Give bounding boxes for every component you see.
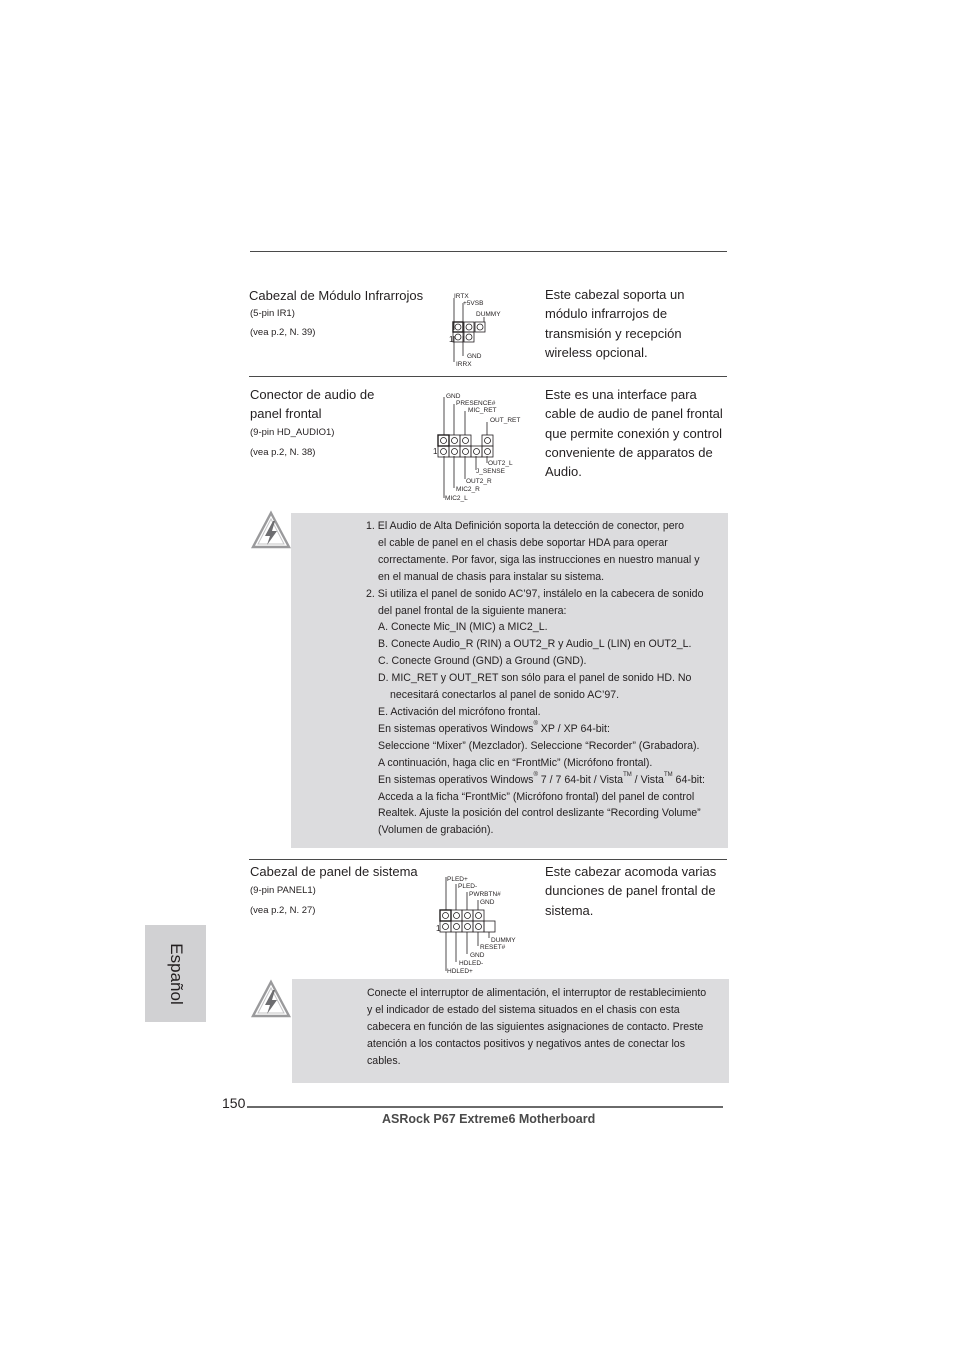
pin-label: PRESENCE# (456, 400, 496, 407)
ir-desc-line: transmisión y recepción (545, 325, 682, 341)
note-line: atención a los contactos positivos y negativos antes de conectar los (367, 1037, 685, 1050)
pin-label: DUMMY (491, 937, 516, 944)
section-divider (249, 859, 727, 860)
note-line: Realtek. Ajuste la posición del control deslizante “Recording Volume” (378, 807, 701, 820)
ir-desc-line: wireless opcional. (545, 344, 648, 360)
pin-label: HDLED- (459, 960, 484, 967)
warning-icon (251, 980, 291, 1018)
panel-title: Cabezal de panel de sistema (250, 864, 418, 879)
language-label: Español (166, 942, 186, 1005)
note-line: Acceda a la ficha “FrontMic” (Micrófono frontal) del panel de control (378, 790, 695, 803)
audio-desc-line: que permite conexión y control (545, 425, 723, 441)
audio-note-box (291, 513, 728, 848)
audio-title (250, 385, 374, 423)
note-line: Conecte el interruptor de alimentación, el interruptor de restablecimiento (367, 987, 707, 999)
ir-title: Cabezal de Módulo Infrarrojos (249, 288, 424, 303)
audio-desc-line: cable de audio de panel frontal (545, 406, 723, 422)
note-line: del panel frontal de la siguiente manera: (378, 604, 567, 617)
pin-label: DUMMY (476, 311, 501, 318)
note-line: D. MIC_RET y OUT_RET son sólo para el panel de sonido HD. No (378, 672, 692, 685)
pin-label: RESET# (480, 944, 506, 951)
pin-label: PLED- (458, 883, 478, 890)
note-line-windows-7 (366, 772, 705, 789)
pin-label: MIC2_R (456, 486, 480, 493)
pin-label: OUT2_R (466, 478, 492, 485)
note-line: 2. Si utiliza el panel de sonido AC’97, instálelo en la cabecera de sonido (366, 587, 704, 600)
registered-mark: ® (533, 771, 538, 778)
note-line: el cable de panel en el chasis debe soportar HDA para operar (378, 536, 668, 549)
footer-rule (247, 1106, 723, 1108)
panel-note-box (292, 979, 729, 1083)
pin-label: MIC_RET (468, 407, 497, 414)
pin-label: IRRX (456, 361, 472, 368)
audio-title-line: panel frontal (250, 406, 322, 421)
note-line: cabecera en función de las siguientes asignaciones de contacto. Preste (367, 1020, 704, 1033)
audio-desc-line: conveniente de apparatos de (545, 444, 713, 460)
note-line: B. Conecte Audio_R (RIN) a OUT2_R y Audio_L (LIN) en OUT2_L. (378, 638, 692, 651)
note-text: XP / XP 64-bit: (537, 722, 610, 735)
audio-desc-line: Este es una interface para (545, 387, 697, 402)
pin-label: IRTX (454, 293, 469, 300)
ir-description (545, 285, 684, 362)
note-line: correctamente. Por favor, siga las instrucciones en nuestro manual y (378, 553, 700, 566)
audio-desc-line: Audio. (545, 464, 582, 480)
ir-desc-line: módulo infrarrojos de (545, 306, 668, 322)
panel-desc-line: sistema. (545, 902, 594, 918)
pin-label: +5VSB (463, 300, 484, 307)
trademark-mark: TM (663, 771, 673, 778)
note-text: 7 / 7 64-bit / Vista (537, 773, 624, 786)
registered-mark: ® (533, 720, 538, 727)
note-line: (Volumen de grabación). (378, 824, 494, 837)
note-line: necesitará conectarlos al panel de sonido AC’97. (390, 689, 620, 702)
ir-pin-count: (5-pin IR1) (250, 308, 295, 319)
pin-label: J_SENSE (476, 468, 505, 475)
note-text: / Vista (631, 773, 664, 786)
panel-desc-line: Este cabezar acomoda varias (545, 864, 717, 879)
audio-reference: (vea p.2, N. 38) (250, 447, 316, 458)
audio-pin-count: (9-pin HD_AUDIO1) (250, 427, 335, 438)
trademark-mark: TM (623, 771, 632, 778)
panel-pin-grid-icon (432, 872, 502, 977)
note-line: 1. El Audio de Alta Definición soporta la detección de conector, pero (366, 520, 685, 532)
ir-desc-line: Este cabezal soporta un (545, 287, 685, 302)
audio-description (545, 385, 723, 481)
pin-label: GND (470, 952, 485, 959)
panel-desc-line: dunciones de panel frontal de (545, 883, 716, 899)
section-divider (249, 376, 727, 377)
note-line-windows-xp (366, 721, 705, 738)
note-line: cables. (367, 1054, 401, 1067)
language-side-tab (145, 925, 206, 1022)
audio-title-line: Conector de audio de (250, 387, 375, 402)
warning-icon (251, 511, 291, 549)
pin-label: MIC2_L (445, 495, 468, 502)
note-text: En sistemas operativos Windows (378, 773, 534, 786)
pin-label: PWRBTN# (469, 891, 501, 898)
note-line: en el manual de chasis para instalar su sistema. (378, 570, 605, 583)
note-text: 64-bit: (672, 773, 705, 786)
pin-one-marker: 1 (433, 447, 438, 456)
pin-label: HDLED+ (447, 968, 473, 975)
pin-label: GND (467, 353, 482, 360)
ir-reference: (vea p.2, N. 39) (250, 327, 316, 338)
page-number: 150 (222, 1095, 246, 1111)
pin-one-marker: 1 (436, 924, 441, 933)
note-line: E. Activación del micrófono frontal. (378, 705, 541, 718)
product-name: ASRock P67 Extreme6 Motherboard (382, 1112, 596, 1126)
note-line: A. Conecte Mic_IN (MIC) a MIC2_L. (378, 621, 548, 634)
pin-label: GND (446, 393, 461, 400)
top-rule (250, 251, 727, 252)
ir-pin-grid-icon (440, 290, 500, 370)
audio-pin-grid-icon (430, 390, 510, 502)
panel-description (545, 862, 716, 920)
note-line: Seleccione “Mixer” (Mezclador). Seleccione “Recorder” (Grabadora). (378, 739, 700, 752)
pin-one-marker: 1 (449, 335, 454, 344)
pin-label: PLED+ (447, 876, 468, 883)
pin-label: GND (480, 899, 495, 906)
note-text: En sistemas operativos Windows (378, 722, 534, 735)
note-line: A continuación, haga clic en “FrontMic” (Micrófono frontal). (378, 756, 653, 769)
note-line: C. Conecte Ground (GND) a Ground (GND). (378, 655, 587, 668)
pin-label: OUT2_L (488, 460, 513, 467)
note-line: y el indicador de estado del sistema situados en el chasis con esta (367, 1003, 680, 1016)
pin-label: OUT_RET (490, 417, 521, 424)
panel-reference: (vea p.2, N. 27) (250, 905, 316, 916)
panel-pin-count: (9-pin PANEL1) (250, 885, 316, 896)
